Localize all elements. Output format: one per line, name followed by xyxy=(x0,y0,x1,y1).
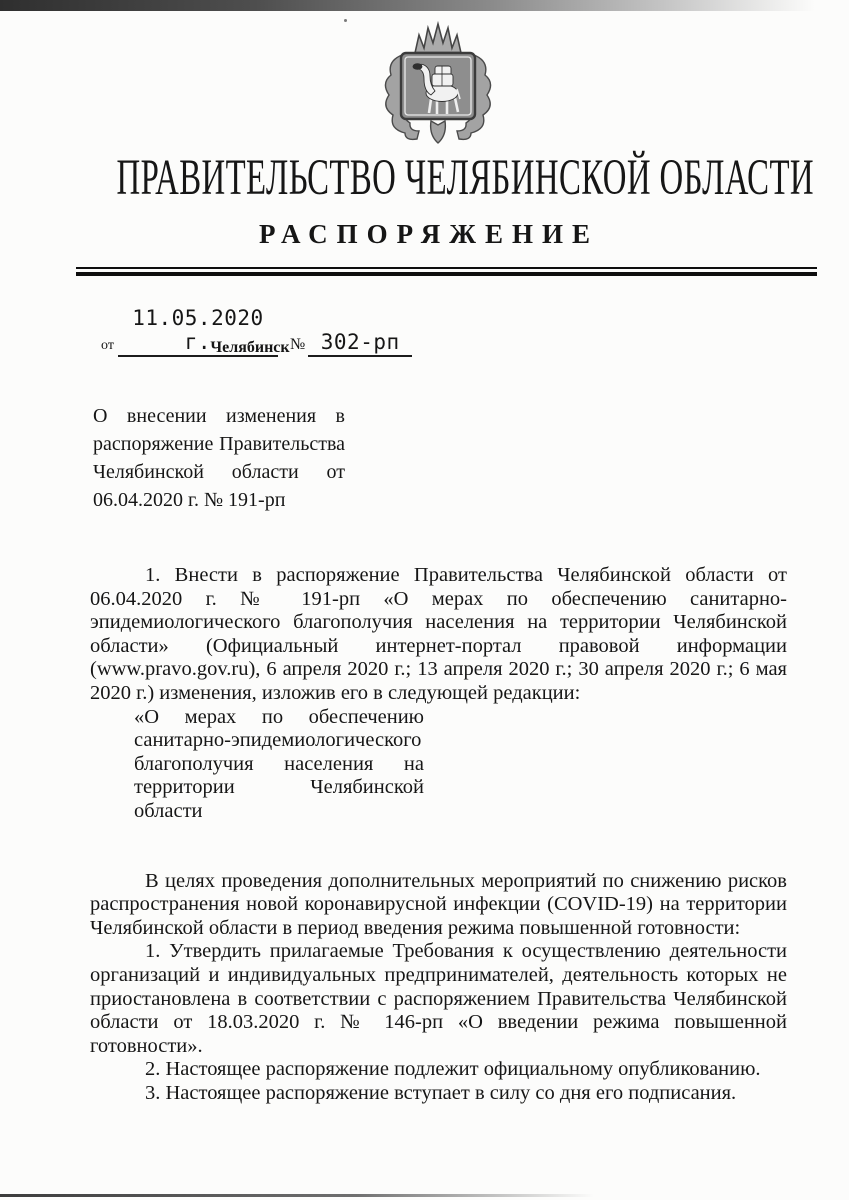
issue-number-value: 302-рп xyxy=(308,330,412,357)
paragraph-approve: 1. Утвердить прилагаемые Требования к осуществлению деятельности организаций и индивидуальных предпринимателей, деятельность которых не приостановлена в соответствии с распоряжением Правительства Челябинской области от 18.03.2020 г. № 146-рп «О введении режима повышенной готовности». xyxy=(90,940,787,1057)
issue-date-value: 11.05.2020 г. xyxy=(118,306,278,357)
number-sign-label: № xyxy=(289,336,306,353)
scan-artifact-bottom-edge xyxy=(0,1194,594,1197)
paragraph-effective: 3. Настоящее распоряжение вступает в силу со дня его подписания. xyxy=(145,1081,737,1104)
header-divider-rule xyxy=(76,267,817,269)
issue-city: Челябинск xyxy=(210,339,290,356)
coat-of-arms-emblem xyxy=(371,21,505,147)
document-body xyxy=(90,564,787,1105)
scan-artifact-dot xyxy=(344,19,347,22)
document-type-title: РАСПОРЯЖЕНИЕ xyxy=(258,219,600,249)
paragraph-goals: В целях проведения дополнительных мероприятий по снижению рисков распространения новой коронавирусной инфекции (COVID-19) на территории Челябинской области в период введения режима повышенной готовности: xyxy=(90,869,787,939)
paragraph-amendment: 1. Внести в распоряжение Правительства Челябинской области от 06.04.2020 г. № 191-рп «О мерах по обеспечению санитарно-эпидемиологического благополучия населения на территории Челябинской области» (Официальный интернет-портал правовой информации (www.pravo.gov.ru), 6 апреля 2020 г.; 13 апреля 2020 г.; 30 апреля 2020 г.; 6 мая 2020 г.) изменения, изложив его в следующей редакции: xyxy=(90,564,787,704)
chelyabinsk-coat-of-arms-icon xyxy=(371,21,505,147)
scan-artifact-top-edge xyxy=(0,0,849,11)
date-prefix-label: от xyxy=(101,338,114,353)
organization-name xyxy=(0,147,849,206)
paragraph-publication: 2. Настоящее распоряжение подлежит официальному опубликованию. xyxy=(145,1058,761,1081)
document-subject: О внесении изменения в распоряжение Правительства Челябинской области от 06.04.2020 г. № 191-рп xyxy=(93,405,345,511)
quoted-new-title: «О мерах по обеспечению санитарно‑эпидемиологического благополучия населения на территории Челябинской области xyxy=(134,705,424,822)
organization-name-text: ПРАВИТЕЛЬСТВО ЧЕЛЯБИНСКОЙ ОБЛАСТИ xyxy=(116,147,815,206)
